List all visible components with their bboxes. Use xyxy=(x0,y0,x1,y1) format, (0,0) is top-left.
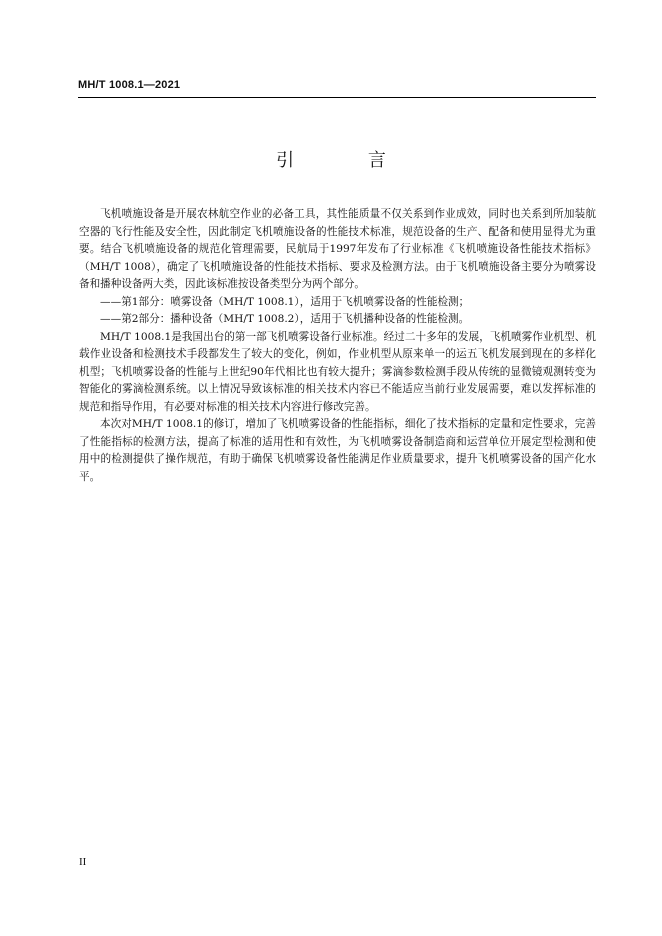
section-title: 引 言 xyxy=(276,150,420,171)
introduction-body xyxy=(79,206,596,486)
paragraph-history: MH/T 1008.1是我国出台的第一部飞机喷雾设备行业标准。经过二十多年的发展，飞机喷雾作业机型、机载作业设备和检测技术手段都发生了较大的变化，例如，作业机型从原来单一的运五飞机发展到现在的多样化机型；飞机喷雾设备的性能与上世纪90年代相比也有较大提升；雾滴参数检测手段从传统的显微镜观测转变为智能化的雾滴检测系统。以上情况导致该标准的相关技术内容已不能适应当前行业发展需要，难以发挥标准的规范和指导作用，有必要对标准的相关技术内容进行修改完善。 xyxy=(79,330,596,413)
header-rule xyxy=(78,97,596,98)
paragraph-background: 飞机喷施设备是开展农林航空作业的必备工具，其性能质量不仅关系到作业成效，同时也关系到所加装航空器的飞行性能及安全性，因此制定飞机喷施设备的性能技术标准，规范设备的生产、配备和使用显得尤为重要。结合飞机喷施设备的规范化管理需要，民航局于1997年发布了行业标准《飞机喷施设备性能技术指标》（MH/T 1008），确定了飞机喷施设备的性能技术指标、要求及检测方法。由于飞机喷施设备主要分为喷雾设备和播种设备两大类，因此该标准按设备类型分为两个部分。 xyxy=(79,208,596,290)
standard-code: MH/T 1008.1—2021 xyxy=(78,79,181,91)
paragraph-revision: 本次对MH/T 1008.1的修订，增加了飞机喷雾设备的性能指标，细化了技术指标的定量和定性要求，完善了性能指标的检测方法，提高了标准的适用性和有效性，为飞机喷雾设备制造商和运营单位开展定型检测和使用中的检测提供了操作规范，有助于确保飞机喷雾设备性能满足作业质量要求，提升飞机喷雾设备的国产化水平。 xyxy=(79,418,596,483)
paragraph-part-1: ——第1部分：喷雾设备（MH/T 1008.1），适用于飞机喷雾设备的性能检测； xyxy=(100,295,470,308)
page-number: II xyxy=(79,856,87,868)
paragraph-part-2: ——第2部分：播种设备（MH/T 1008.2），适用于飞机播种设备的性能检测。 xyxy=(100,313,470,325)
